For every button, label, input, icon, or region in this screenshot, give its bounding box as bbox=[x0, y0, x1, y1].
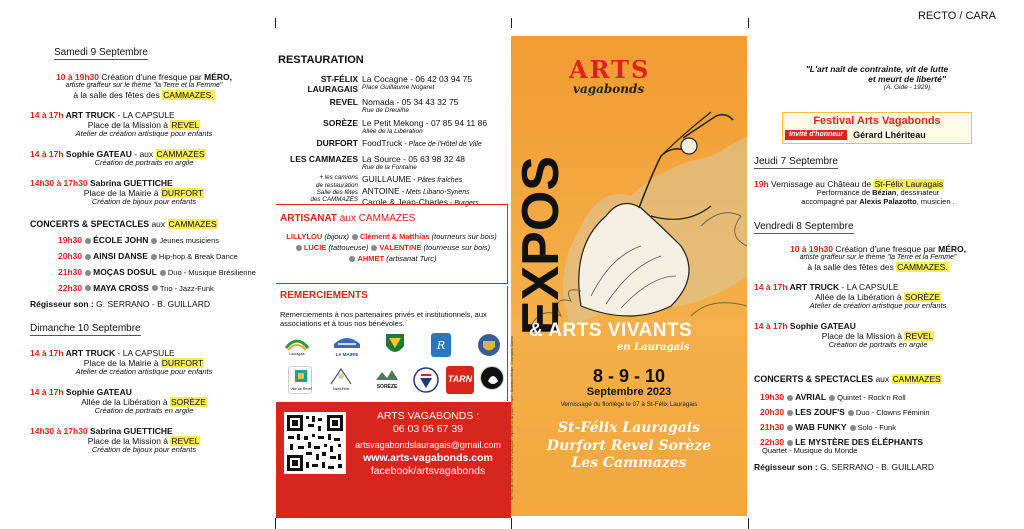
contact-name: ARTS VAGABONDS : bbox=[376, 410, 480, 422]
event-sabrina bbox=[30, 178, 258, 207]
arts-vagabonds-logo bbox=[569, 55, 651, 96]
artisan-desc: (artisanat Turc) bbox=[384, 254, 437, 264]
right-concerts bbox=[754, 374, 1002, 472]
event-sub: artiste graffeur sur le thème "la Terre et la Femme" bbox=[65, 81, 223, 89]
resto-addr: Rue de Dreuilhe bbox=[362, 107, 409, 115]
event-sub: Création de portraits en argile bbox=[94, 157, 194, 167]
bullet-icon bbox=[787, 425, 793, 431]
event-sub: Atelier de création artistique pour enfants bbox=[75, 367, 213, 377]
event-sub: Création de portraits en argile bbox=[828, 339, 928, 349]
event-sub: à la salle des fêtes des bbox=[73, 90, 163, 101]
event-title: ART TRUCK bbox=[63, 110, 116, 121]
expos-title: EXPOS bbox=[512, 156, 570, 336]
event-title: Sophie GATEAU bbox=[787, 320, 856, 331]
artisanat-title: ARTISANAT bbox=[280, 213, 338, 224]
event-sub: , musicien . bbox=[916, 196, 955, 206]
crop-mark bbox=[511, 518, 512, 529]
cover-panel bbox=[511, 36, 747, 516]
event-time: 10 à 19h30 bbox=[56, 71, 100, 82]
resto-name: FoodTruck bbox=[362, 138, 403, 149]
bullet-icon bbox=[850, 425, 856, 431]
day-title-thursday: Jeudi 7 Septembre bbox=[754, 156, 838, 167]
crop-mark bbox=[748, 18, 749, 28]
artisan-desc: (tourneuse sur bois) bbox=[421, 243, 491, 253]
place-highlight: REVEL bbox=[905, 330, 934, 341]
resto-addr: - Place de l'Hôtel de Ville bbox=[402, 141, 482, 149]
event-sub: Place de la Mairie à bbox=[83, 187, 161, 198]
event-time: 14h30 à 17h30 bbox=[30, 177, 88, 188]
regisseur-names: G. SERRANO - B. GUILLARD bbox=[93, 299, 210, 310]
concert-row bbox=[58, 283, 258, 294]
crop-mark bbox=[275, 18, 276, 28]
bullet-icon bbox=[151, 238, 157, 244]
place-highlight: CAMMAZES bbox=[156, 148, 205, 159]
middle-panel bbox=[276, 36, 511, 518]
festival-box bbox=[782, 112, 972, 144]
town-list bbox=[511, 420, 747, 473]
artisans bbox=[276, 231, 507, 265]
saint-felix-logo bbox=[328, 366, 354, 394]
place-highlight: REVEL bbox=[171, 436, 200, 447]
resto-town: LES CAMMAZES bbox=[290, 153, 358, 164]
resto-row bbox=[276, 118, 508, 136]
bullet-icon bbox=[85, 238, 91, 244]
event-sun-art-truck bbox=[30, 348, 258, 377]
concert-row bbox=[58, 251, 258, 262]
regisseur-label: Régisseur son : bbox=[754, 461, 818, 472]
logo-text: Ville de Revel bbox=[290, 387, 312, 391]
resto-name: La Cocagne - 06 42 03 94 75 bbox=[362, 74, 473, 84]
town-line: Durfort Revel Sorèze bbox=[546, 437, 712, 454]
event-time: 14 à 17h bbox=[30, 148, 64, 159]
partner-logos-row bbox=[282, 332, 508, 362]
place-highlight: SORÈZE bbox=[170, 397, 206, 408]
regisseur bbox=[30, 299, 258, 309]
restauration-title: RESTAURATION bbox=[278, 54, 364, 66]
concert-time: 22h30 bbox=[760, 436, 785, 447]
camions-text: des CAMMAZES bbox=[310, 196, 358, 203]
concert-desc: Quartet - Musique du Monde bbox=[762, 445, 858, 455]
event-sun-sophie bbox=[30, 387, 258, 416]
event-text: Vernissage au Château de bbox=[768, 178, 874, 189]
resto-name: Nomada - 05 34 43 32 75 bbox=[362, 97, 459, 108]
concert-time: 19h30 bbox=[58, 235, 83, 246]
event-sub: Création de bijoux pour enfants bbox=[91, 445, 197, 455]
bullet-icon bbox=[85, 270, 91, 276]
concert-name: MAYA CROSS bbox=[93, 282, 149, 293]
event-sub: , dessinateur bbox=[896, 187, 940, 197]
logo-text: LA MAIRIE bbox=[335, 352, 359, 357]
place-highlight: DURFORT bbox=[161, 358, 204, 369]
event-time: 10 à 19h30 bbox=[790, 243, 834, 254]
concert-desc: Trio - Jazz-Funk bbox=[159, 283, 214, 293]
concert-time: 21h30 bbox=[58, 266, 83, 277]
bullet-icon bbox=[848, 410, 854, 416]
regisseur-names: G. SERRANO - B. GUILLARD bbox=[817, 461, 934, 472]
contact-facebook[interactable]: facebook/artsvagabonds bbox=[370, 464, 486, 477]
event-month: Septembre 2023 bbox=[586, 386, 672, 398]
event-sub: Atelier de création artistique pour enfants bbox=[809, 301, 947, 311]
place-highlight: SORÈZE bbox=[904, 292, 940, 303]
event-title: - LA CAPSULE bbox=[839, 282, 899, 293]
place-highlight: REVEL bbox=[171, 120, 200, 131]
event-title: Sabrina GUETTICHE bbox=[87, 177, 173, 188]
bullet-icon bbox=[85, 254, 91, 260]
event-sub: Place de la Mission à bbox=[87, 436, 171, 447]
resto-town: SORÈZE bbox=[323, 117, 358, 128]
artisan-name: LILLYLOU bbox=[286, 231, 323, 241]
logo-text: SORÈZE bbox=[376, 384, 398, 390]
remerciements-text: Remerciements à nos partenaires privés et institutionnels, aux associations et à tous nos bénévoles. bbox=[280, 309, 487, 328]
event-text: Création d'une fresque par bbox=[833, 243, 939, 254]
event-sophie bbox=[30, 149, 258, 168]
event-sub: Place de la Mairie à bbox=[83, 358, 161, 369]
logo-text: Lauragais bbox=[289, 352, 305, 356]
event-time: 14 à 17h bbox=[30, 110, 64, 121]
logo-arts: ARTS bbox=[569, 55, 651, 84]
crop-mark bbox=[275, 518, 276, 529]
tarn-logo bbox=[446, 366, 474, 394]
resto-addr: Place Guillaume Nogaret bbox=[362, 84, 435, 92]
event-title: - LA CAPSULE bbox=[115, 348, 175, 359]
event-title: Sophie GATEAU bbox=[63, 387, 132, 398]
contact-box bbox=[276, 402, 511, 518]
resto-row bbox=[276, 138, 508, 149]
place-highlight: St-Félix Lauragais bbox=[874, 178, 944, 189]
left-panel bbox=[30, 47, 258, 455]
right-panel bbox=[752, 36, 1002, 472]
vernissage-note: Vernissage du florilège le 07 à St-Félix Lauragais bbox=[560, 401, 698, 408]
resto-row bbox=[276, 154, 508, 172]
bullet-icon bbox=[787, 410, 793, 416]
la-felga-logo bbox=[480, 366, 504, 390]
artisan-desc: (tourneurs sur bois) bbox=[429, 231, 497, 241]
event-sub: Création de bijoux pour enfants bbox=[91, 196, 197, 206]
lauragais-logo bbox=[282, 332, 312, 358]
remerciements-title: REMERCIEMENTS bbox=[280, 290, 368, 301]
thursday-section bbox=[754, 156, 1002, 207]
cammazes-logo bbox=[412, 366, 440, 394]
quote-line: "L'art naît de contrainte, vit de lutte bbox=[805, 64, 949, 74]
bullet-icon bbox=[296, 245, 302, 251]
quote bbox=[752, 64, 1002, 92]
event-sub: à la salle des fêtes des bbox=[807, 262, 897, 273]
resto-town: DURFORT bbox=[316, 138, 358, 149]
concert-row bbox=[760, 422, 1002, 433]
concert-time: 20h30 bbox=[760, 407, 785, 418]
event-fresque bbox=[30, 72, 258, 100]
place-highlight: DURFORT bbox=[161, 187, 204, 198]
event-time: 14 à 17h bbox=[30, 387, 64, 398]
event-title: ART TRUCK bbox=[63, 348, 116, 359]
food-name: Carole & Jean-Charles bbox=[362, 196, 448, 207]
durfort-crest bbox=[384, 332, 406, 358]
revel-ville-logo bbox=[288, 366, 312, 394]
artisan-name: Clément & Matthias bbox=[359, 231, 430, 241]
contact-email[interactable]: artsvagabondslauragais@gmail.com bbox=[355, 440, 501, 451]
concert-time: 20h30 bbox=[58, 250, 83, 261]
event-sub: Place de la Mission à bbox=[821, 330, 905, 341]
concert-name: AINSI DANSE bbox=[93, 250, 148, 261]
event-title: Sabrina GUETTICHE bbox=[87, 426, 173, 436]
contact-text bbox=[348, 410, 508, 478]
event-time: 19h bbox=[754, 178, 769, 189]
soreze-crest bbox=[476, 332, 502, 358]
concert-desc: Duo - Musique Brésilienne bbox=[167, 267, 256, 277]
event-text: - aux bbox=[131, 148, 156, 159]
qr-code[interactable] bbox=[284, 412, 346, 474]
food-trucks bbox=[276, 174, 508, 208]
quote-author: (A. Gide - 1929) bbox=[883, 84, 931, 92]
resto-name: Le Petit Mekong - 07 85 94 11 86 bbox=[362, 117, 488, 128]
concert-desc: Solo - Funk bbox=[857, 423, 896, 433]
resto-list bbox=[276, 74, 508, 208]
bullet-icon bbox=[160, 270, 166, 276]
camions-text: Salle des fêtes bbox=[316, 188, 358, 196]
partner-logos-row bbox=[282, 366, 508, 396]
event-sub: Place de la Mission à bbox=[87, 120, 171, 131]
concert-name: ÉCOLE JOHN bbox=[93, 235, 149, 246]
bullet-icon bbox=[151, 254, 157, 260]
mairie-logo bbox=[330, 332, 364, 358]
event-sub: Performance de bbox=[816, 187, 873, 197]
concert-time: 22h30 bbox=[58, 282, 83, 293]
concert-name: MOÇAS DOSUL bbox=[93, 266, 157, 277]
bullet-icon bbox=[352, 234, 358, 240]
remerciements-box bbox=[276, 286, 508, 401]
event-time: 14 à 17h bbox=[754, 282, 788, 293]
event-dates: 8 - 9 - 10 bbox=[592, 366, 666, 386]
artisan-name: VALENTINE bbox=[379, 243, 422, 253]
event-title: ART TRUCK bbox=[787, 282, 840, 293]
food-desc: - Pâtes fraîches bbox=[411, 177, 463, 185]
concert-desc: Hip-hop & Break Dance bbox=[158, 251, 238, 261]
concert-desc: Jeunes musiciens bbox=[159, 236, 219, 246]
concert-list bbox=[58, 235, 258, 293]
side-print: NE PAS JETER SUR LA VOIE PUBLIQUE - Imprimé sur du papier recyclé - Illustration Bézian - Conception Sabrina bbox=[510, 336, 514, 500]
concert-name: WAB FUNKY bbox=[795, 422, 847, 433]
concert-row bbox=[760, 407, 1002, 418]
concert-desc: Duo - Clowns Féminin bbox=[855, 408, 930, 418]
quote-line: et meurt de liberté" bbox=[868, 74, 946, 85]
resto-row bbox=[276, 97, 508, 115]
concerts-title: CONCERTS & SPECTACLES bbox=[30, 218, 150, 229]
contact-website[interactable]: www.arts-vagabonds.com bbox=[363, 451, 493, 464]
bullet-icon bbox=[829, 395, 835, 401]
event-artist: MÉRO, bbox=[204, 71, 232, 82]
event-art-truck bbox=[30, 110, 258, 139]
event-title: Sophie GATEAU bbox=[63, 148, 132, 159]
event-text: Création d'une fresque par bbox=[99, 71, 205, 82]
bullet-icon bbox=[787, 395, 793, 401]
event-sub: accompagné par bbox=[801, 196, 860, 206]
event-time: 14 à 17h bbox=[30, 348, 64, 359]
artisan-desc: (tattoueuse) bbox=[326, 243, 369, 253]
resto-town: ST-FÉLIX LAURAGAIS bbox=[307, 74, 358, 95]
resto-name: La Source - 05 63 98 32 48 bbox=[362, 153, 466, 164]
bullet-icon bbox=[152, 285, 158, 291]
bullet-icon bbox=[371, 245, 377, 251]
place-highlight: CAMMAZES. bbox=[897, 262, 948, 273]
bullet-icon bbox=[85, 285, 91, 291]
concert-time: 19h30 bbox=[760, 392, 785, 403]
concerts-heading bbox=[30, 219, 258, 229]
svg-text:R: R bbox=[436, 339, 446, 352]
day-title-saturday: Samedi 9 Septembre bbox=[54, 47, 148, 58]
bullet-icon bbox=[787, 440, 793, 446]
concert-name: AVRIAL bbox=[795, 392, 827, 403]
concert-row bbox=[760, 392, 1002, 403]
place-highlight: CAMMAZES bbox=[892, 374, 941, 384]
logo-text: Saint-Félix bbox=[332, 387, 350, 391]
artisan-desc: (bijoux) bbox=[322, 231, 349, 241]
event-sub: Allée de la Libération à bbox=[815, 292, 904, 303]
camions-text: + les camions bbox=[319, 174, 358, 182]
food-name: ANTOINE bbox=[362, 185, 400, 196]
day-title-sunday: Dimanche 10 Septembre bbox=[30, 323, 141, 335]
resto-town: REVEL bbox=[329, 97, 358, 108]
artist-name: Alexis Palazotto bbox=[859, 196, 917, 206]
artist-name: Bézian bbox=[872, 187, 897, 197]
place-highlight: CAMMAZES. bbox=[163, 90, 214, 101]
resto-addr: Allée de la Libération bbox=[362, 127, 423, 135]
friday-section bbox=[754, 221, 1002, 350]
event-sub: Atelier de création artistique pour enfants bbox=[75, 129, 213, 139]
contact-phone: 06 03 05 67 39 bbox=[392, 423, 464, 436]
town-line: St-Félix Lauragais bbox=[558, 420, 700, 436]
day-title-friday: Vendredi 8 Septembre bbox=[754, 221, 854, 232]
food-desc: - Mets Libano-Syriens bbox=[399, 188, 470, 196]
camions-text: de restauration bbox=[315, 181, 358, 189]
concert-name: LE MYSTÈRE DES ÉLÉPHANTS bbox=[795, 436, 924, 447]
concerts-aux: aux bbox=[873, 374, 892, 384]
festival-title: Festival Arts Vagabonds bbox=[813, 115, 941, 127]
concert-row bbox=[58, 235, 258, 246]
resto-row bbox=[276, 74, 508, 94]
concerts-title: CONCERTS & SPECTACLES bbox=[754, 374, 874, 384]
event-time: 14h30 à 17h30 bbox=[30, 426, 88, 436]
event-artist: MÉRO, bbox=[938, 243, 966, 254]
arts-vivants-title: & ARTS VIVANTS bbox=[529, 320, 693, 341]
artisan-name: LUCIE bbox=[303, 243, 327, 253]
concerts-aux: aux bbox=[149, 218, 168, 229]
event-title: - LA CAPSULE bbox=[115, 110, 175, 121]
event-time: 14 à 17h bbox=[754, 320, 788, 331]
concert-name: LES ZOUF'S bbox=[795, 407, 845, 418]
event-sub: Allée de la Libération à bbox=[81, 397, 170, 408]
concert-time: 21h30 bbox=[760, 422, 785, 433]
artisanat-aux: aux CAMMAZES bbox=[337, 213, 416, 224]
lauragais-subtitle: en Lauragais bbox=[617, 342, 690, 353]
bullet-icon bbox=[349, 256, 355, 262]
invite-label: Invité d'honneur bbox=[785, 130, 847, 140]
place-highlight: CAMMAZES bbox=[168, 218, 217, 229]
town-line: Les Cammazes bbox=[571, 455, 687, 471]
food-desc: - Burgers, ... bbox=[447, 199, 489, 207]
concert-desc: Quintet - Rock'n Roll bbox=[837, 393, 906, 403]
logo-text: TARN bbox=[447, 374, 473, 384]
soreze-logo bbox=[372, 366, 402, 394]
crop-mark bbox=[511, 18, 512, 28]
revel-logo bbox=[430, 332, 452, 358]
concert-row bbox=[58, 267, 258, 278]
event-sun-sabrina bbox=[30, 426, 258, 455]
crop-mark bbox=[748, 518, 749, 529]
artisan-name: AHMET bbox=[357, 254, 385, 264]
resto-addr: Rue de la Fontaine bbox=[362, 163, 417, 171]
event-sub: Création de portraits en argile bbox=[94, 406, 194, 416]
regisseur-label: Régisseur son : bbox=[30, 299, 94, 310]
logo-vagabonds: vagabonds bbox=[573, 82, 645, 96]
food-name: GUILLAUME bbox=[362, 174, 412, 185]
guest-name: Gérard Lhériteau bbox=[853, 129, 926, 140]
event-sub: artiste graffeur sur le thème "la Terre et la Femme" bbox=[799, 253, 957, 261]
artisanat-box bbox=[276, 204, 508, 284]
recto-label: RECTO / CARA bbox=[917, 10, 996, 22]
